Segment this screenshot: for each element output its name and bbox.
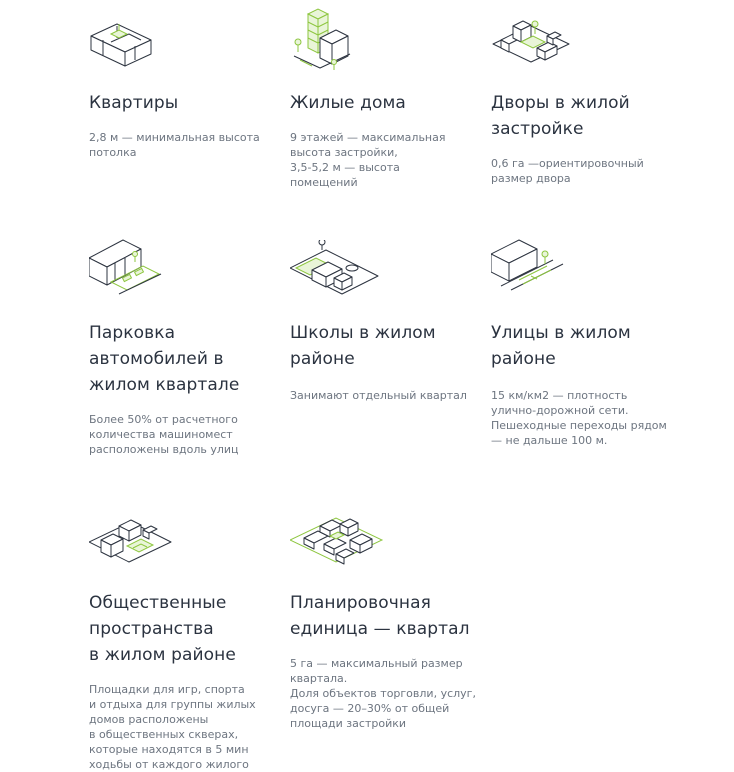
card-title: Планировочная единица — квартал (290, 593, 470, 639)
public-space-isometric-icon (89, 518, 179, 588)
parking-isometric-icon (89, 236, 179, 306)
card-description: 15 км/км2 — плотность улично-дорожной сети. Пешеходные переходы рядом — не дальше 100 м. (491, 389, 667, 447)
apartment-isometric-icon (89, 16, 179, 86)
card-title: Дворы в жилой застройке (491, 93, 630, 139)
card-title: Общественные пространства в жилом районе (89, 593, 236, 665)
card-title: Школы в жилом районе (290, 323, 436, 369)
school-isometric-icon (290, 240, 380, 310)
card-title: Улицы в жилом районе (491, 323, 631, 369)
card-description: Занимают отдельный квартал (290, 389, 467, 402)
card-description: Более 50% от расчетного количества машиномест расположены вдоль улиц (89, 413, 239, 456)
residential-building-isometric-icon (290, 8, 380, 78)
card-title: Жилые дома (290, 93, 406, 113)
card-description: 9 этажей — максимальная высота застройки, 3,5-5,2 м — высота помещений (290, 131, 446, 189)
street-isometric-icon (491, 236, 581, 306)
card-description: Площадки для игр, спорта и отдыха для группы жилых домов расположены в общественных скверах, которые находятся в 5 мин ходьбы от каждого жилого (89, 683, 256, 771)
card-title: Квартиры (89, 93, 179, 113)
planning-unit-isometric-icon (290, 514, 380, 584)
card-description: 2,8 м — минимальная высота потолка (89, 131, 260, 159)
courtyard-isometric-icon (491, 12, 581, 82)
card-description: 0,6 га —ориентировочный размер двора (491, 157, 644, 185)
card-title: Парковка автомобилей в жилом квартале (89, 323, 240, 395)
card-description: 5 га — максимальный размер квартала. Доля объектов торговли, услуг, досуга — 20–30% от общей площади застройки (290, 657, 476, 730)
